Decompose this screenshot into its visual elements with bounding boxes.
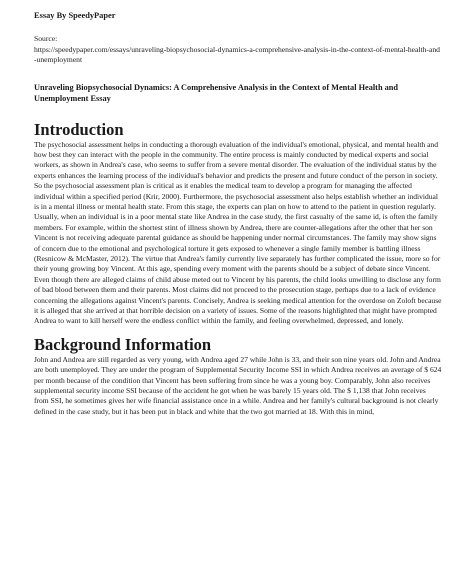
section-heading-introduction: Introduction <box>34 119 124 139</box>
source-url: https://speedypaper.com/essays/unraveling-biopsychosocial-dynamics-a-comprehensive-analysis-in-the-context-of-mental-health-and-unemployment <box>34 44 440 64</box>
section-heading-background-information: Background Information <box>34 334 212 354</box>
paragraph: The psychosocial assessment helps in conducting a thorough evaluation of the individual's emotional, physical, and mental health and how best they can interact with the people in the community. The entire process is mainly conducted by medical experts and social workers, as shown in Andrea's case, who seems to suffer from a severe mental disorder. The evaluation of the individual status by the experts enhances the learning process of the individual's behavior and predicts the present and future conduct of the person in society. So the psychosocial assessment plan is critical as it enables the medical team to develop a program for managing the affected individual within a specified period (Krir, 2000). Furthermore, the psychosocial assessment also helps establish whether an individual is in a mental illness or mental health state. From this stage, the experts can plan on how to attend to the patient in question regularly. <box>34 139 438 211</box>
essay-title: Unraveling Biopsychosocial Dynamics: A Comprehensive Analysis in the Context of Mental Health and Unemployment Essay <box>34 82 399 103</box>
document-page <box>34 8 442 417</box>
paragraph: John and Andrea are still regarded as very young, with Andrea aged 27 while John is 33, and their son nine years old. John and Andrea are both unemployed. They are under the program of Supplemental Security Income SSI in which Andrea receives an average of $ 624 per month because of the condition that Vincent has been suffering from since he was a young boy. Comparably, John also receives supplemental security income SSI because of the accident he got when he was barely 15 years old. The $ 1,138 that John receives from SSI, he sometimes gives her wife financial assistance once in a while. Andrea and her family's cultural background is not clearly defined in the case study, but it has been put in black and white that the two got married at 18. With this in mind, <box>34 354 442 416</box>
source-label: Source: <box>34 34 58 43</box>
site-label: Essay By SpeedyPaper <box>34 11 116 20</box>
paragraph: Usually, when an individual is in a poor mental state like Andrea in the case study, the first casualty of the same id, is often the family members. For example, within the shortest stint of illness shown by Andrea, there are counter-allegations after the other that her son Vincent is not receiving adequate parental guidance as should be happening under normal circumstances. The family may show signs of concern due to the emotional and psychological torture it gets exposed to whenever a single family member is battling illness (Resnicow & McMaster, 2012). The virtue that Andrea's family currently live separately has further complicated the issue, more so for their young growing boy Vincent. At this age, spending every moment with the parents should be a subject of debate since Vincent. Even though there are alleged claims of child abuse meted out to Vincent by his parents, the child looks unwilling to disclose any form of bad blood between them and their parents. Most claims did not proceed to the prosecution stage, perhaps due to a lack of evidence concerning the allegations against Vincent's parents. Concisely, Andrea is seeking medical attention for the overdose on Zoloft because it is alleged that she arrived at that horrible decision on a variety of issues. Some of the reasons highlighted that might have prompted Andrea to want to kill herself were the endless conflict within the family, and feeling overwhelmed, depressed, and lonely. <box>34 212 442 326</box>
source-block <box>34 34 442 66</box>
